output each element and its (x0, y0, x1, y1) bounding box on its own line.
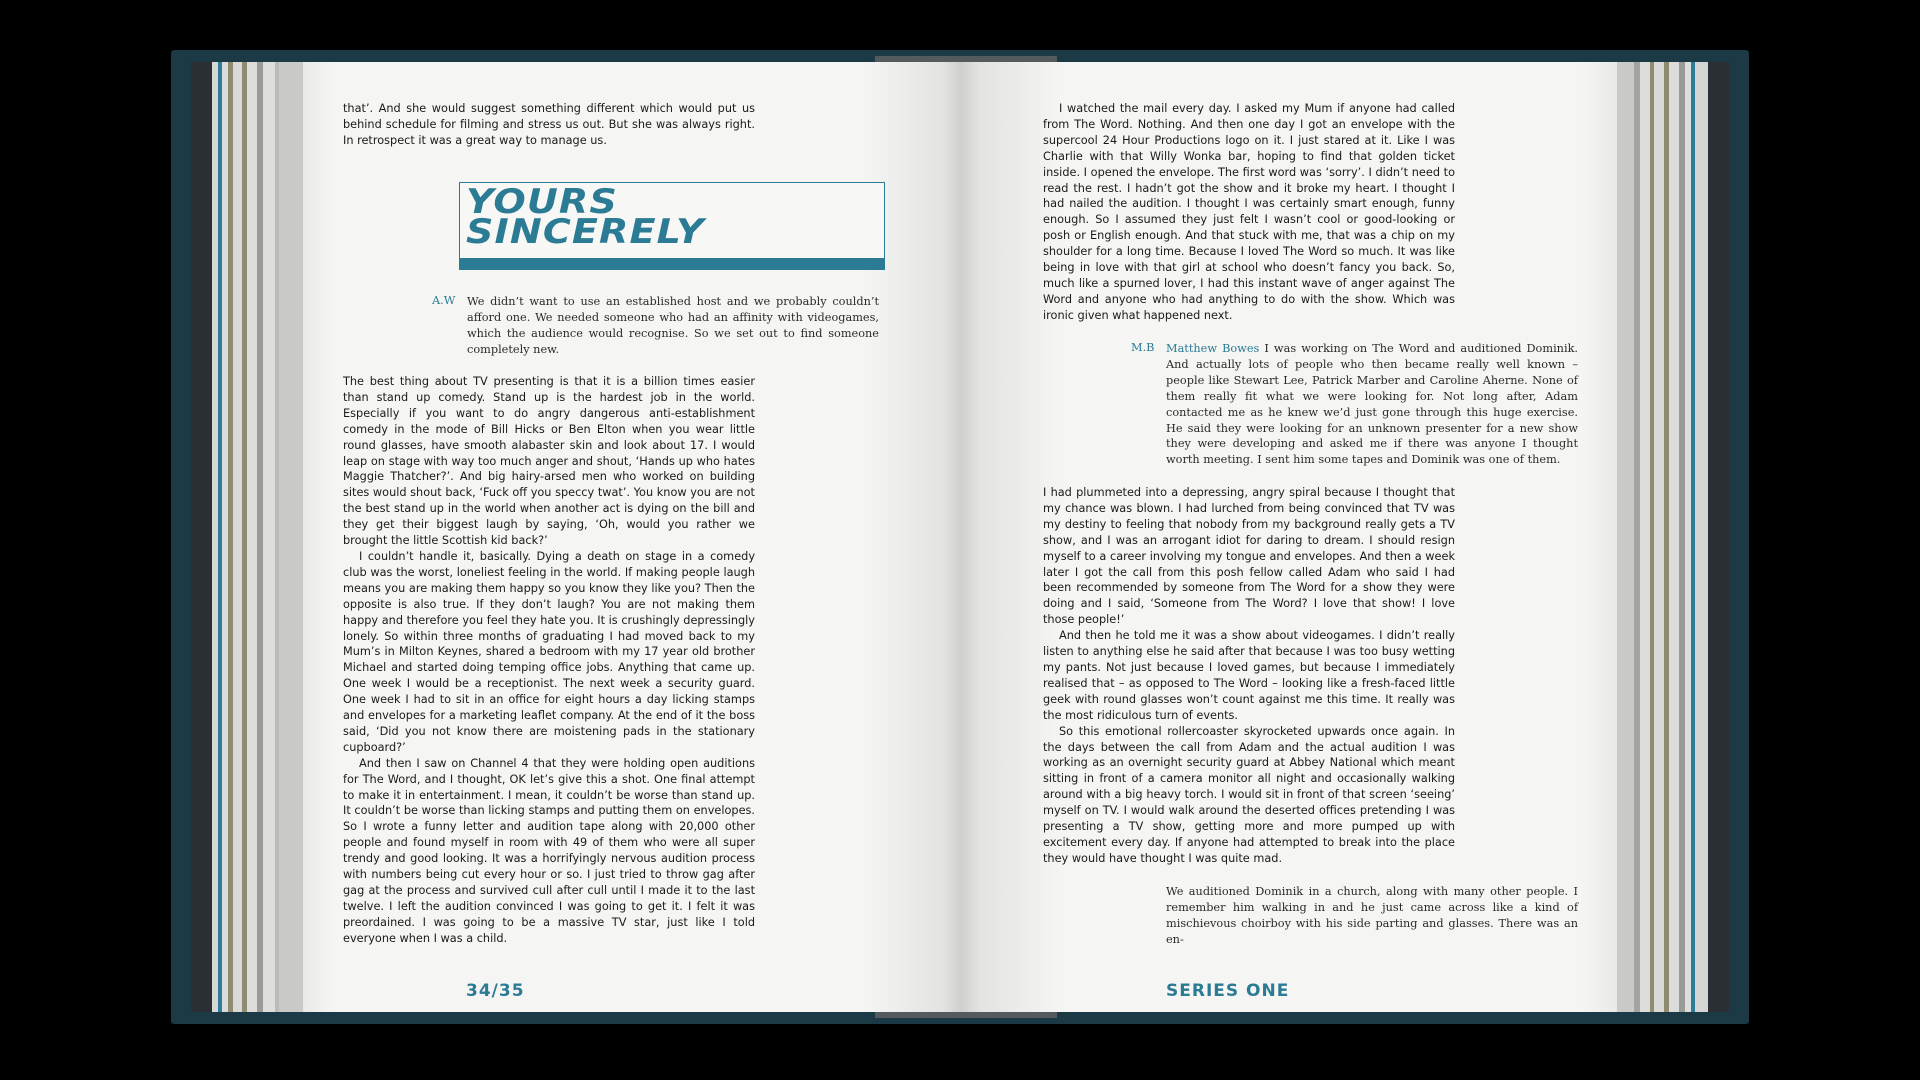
right-paragraph: And then he told me it was a show about videogames. I didn’t really listen to anything else he said after that because I was too busy wetting my pants. Not just because I loved games, but because I immediately realised that – as opposed to The Word – looking like a fresh-faced little geek with round glasses won’t count against me this time. It really was the most ridiculous turn of events. (1043, 629, 1455, 722)
right-paragraph: So this emotional rollercoaster skyrocketed upwards once again. In the days between the call from Adam and the actual audition I was working as an overnight security guard at Abbey National which meant sitting in front of a camera monitor all night and occasionally walking around with a big heavy torch. I would sit in front of that screen ‘seeing’ myself on TV. I would walk around the deserted offices pretending I was presenting a TV show, getting more and more pumped up with excitement every day. If anyone had attempted to break into the place they would have thought I was quite mad. (1043, 724, 1455, 865)
quote-bottom-text: We auditioned Dominik in a church, along with many other people. I remember him walking in and he just came across like a kind of mischievous choirboy with his side parting and glasses. There was an en- (1166, 885, 1578, 946)
page-edges-left (212, 62, 304, 1012)
section-heading (466, 182, 914, 252)
quote-mb-speaker-name: Matthew Bowes (1166, 342, 1260, 355)
section-heading-bar (460, 258, 884, 269)
quote-mb (1166, 341, 1578, 468)
speaker-tag-mb: M.B (1131, 341, 1155, 354)
section-heading-line1: YOURS (466, 182, 618, 222)
series-footer: SERIES ONE (1166, 981, 1290, 1001)
quote-mb-text: I was working on The Word and auditioned Dominik. And actually lots of people who then became really well known – people like Stewart Lee, Patrick Marber and Caroline Aherne. None of them really fit what we were looking for. Not long after, Adam contacted me as he knew we’d just gone through this huge exercise. He said they were looking for an unknown presenter for a new show they were developing and asked me if there was anyone I thought worth meeting. I sent him some tapes and Dominik was one of them. (1166, 342, 1579, 467)
quote-aw-text: We didn’t want to use an established host and we probably couldn’t afford one. We needed someone who had an affinity with videogames, which the audience would recognise. So we set out to find someone completely new. (467, 295, 879, 356)
right-top-text (1043, 101, 1455, 324)
section-heading-line2: SINCERELY (466, 212, 705, 252)
speaker-tag-aw: A.W (432, 294, 456, 307)
left-body-text (343, 374, 755, 947)
right-body-text (1043, 485, 1455, 867)
page-edges-right (1616, 62, 1708, 1012)
section-heading-box (459, 182, 885, 270)
page-number-footer: 34/35 (466, 981, 525, 1001)
left-paragraph: And then I saw on Channel 4 that they were holding open auditions for The Word, and I thought, OK let’s give this a shot. One final attempt to make it in entertainment. I mean, it couldn’t be worse than stand up. It couldn’t be worse than licking stamps and putting them on envelopes. So I wrote a funny letter and audition tape along with 20,000 other people and found myself in room with 49 of them who were all super trendy and good looking. It was a horrifyingly nervous audition process with numbers being cut every hour or so. I just tried to throw gag after gag at the process and survived cull after cull until I made it to the last twelve. I left the audition convinced I was going to get it. I felt it was preordained. I was going to be a massive TV star, just like I told everyone when I was a child. (343, 756, 755, 945)
left-paragraph: The best thing about TV presenting is that it is a billion times easier than stand up comedy. Stand up is the hardest job in the world. Especially if you want to do angry dangerous anti-establishment comedy in the mode of Bill Hicks or Ben Elton when you wear little round glasses, have smooth alabaster skin and look about 17. I would leap on stage with way too much anger and shout, ‘Hands up who hates Maggie Thatcher?’. And big hairy-arsed men who worked on building sites would shout back, ‘Fuck off you speccy twat’. You know you are not the best stand up in the world when another act is dying on the bill and they get their biggest laugh by saying, ‘Oh, would you rather we brought the little Scottish kid back?’ (343, 375, 755, 548)
right-paragraph: I had plummeted into a depressing, angry spiral because I thought that my chance was blown. I had lurched from being convinced that TV was my destiny to feeling that nobody from my background really gets a TV show, and I was an arrogant idiot for daring to dream. I should resign myself to a career involving my tongue and envelopes. And then a week later I got the call from this posh fellow called Adam who said I had been recommended by someone from The Word for a show they were doing and I said, ‘Someone from The Word? I love that show! I love those people!’ (1043, 486, 1455, 627)
left-paragraph: I couldn’t handle it, basically. Dying a death on stage in a comedy club was the worst, loneliest feeling in the world. If making people laugh means you are making them happy so you know they like you? Then the opposite is also true. If they don’t laugh? You are not making them happy and therefore you feel they hate you. It is crushingly depressingly lonely. So within three months of graduating I had moved back to my Mum’s in Milton Keynes, shared a bedroom with my 17 year old brother Michael and started doing temping office jobs. Anything that came up. One week I would be a receptionist. The next week a security guard. One week I had to sit in an office for eight hours a day licking stamps and envelopes for a marketing leaflet company. At the end of it the boss said, ‘Did you not know there are moistening pads in the stationary cupboard?’ (343, 549, 755, 754)
right-paragraph: I watched the mail every day. I asked my Mum if anyone had called from The Word. Nothing. And then one day I got an envelope with the supercool 24 Hour Productions logo on it. I just stared at it. Like I was Charlie with that Willy Wonka bar, hoping to find that golden ticket inside. I opened the envelope. The first word was ‘sorry’. I didn’t need to read the rest. I hadn’t got the show and it broke my heart. I thought I had nailed the audition. I thought I was certainly smart enough, funny enough. So I assumed they just felt I wasn’t cool or good-looking or posh or English enough. And that stuck with me, that was a chip on my shoulder for a long time. Because I loved The Word so much. It was like being in love with that girl at school who doesn’t fancy you back. So, much like a spurned lover, I had this instant wave of anger against The Word and anyone who had anything to do with the show. Which was ironic given what happened next. (1043, 102, 1455, 322)
left-intro-paragraph: that’. And she would suggest something different which would put us behind schedule for filming and stress us out. But she was always right. In retrospect it was a great way to manage us. (343, 102, 755, 147)
